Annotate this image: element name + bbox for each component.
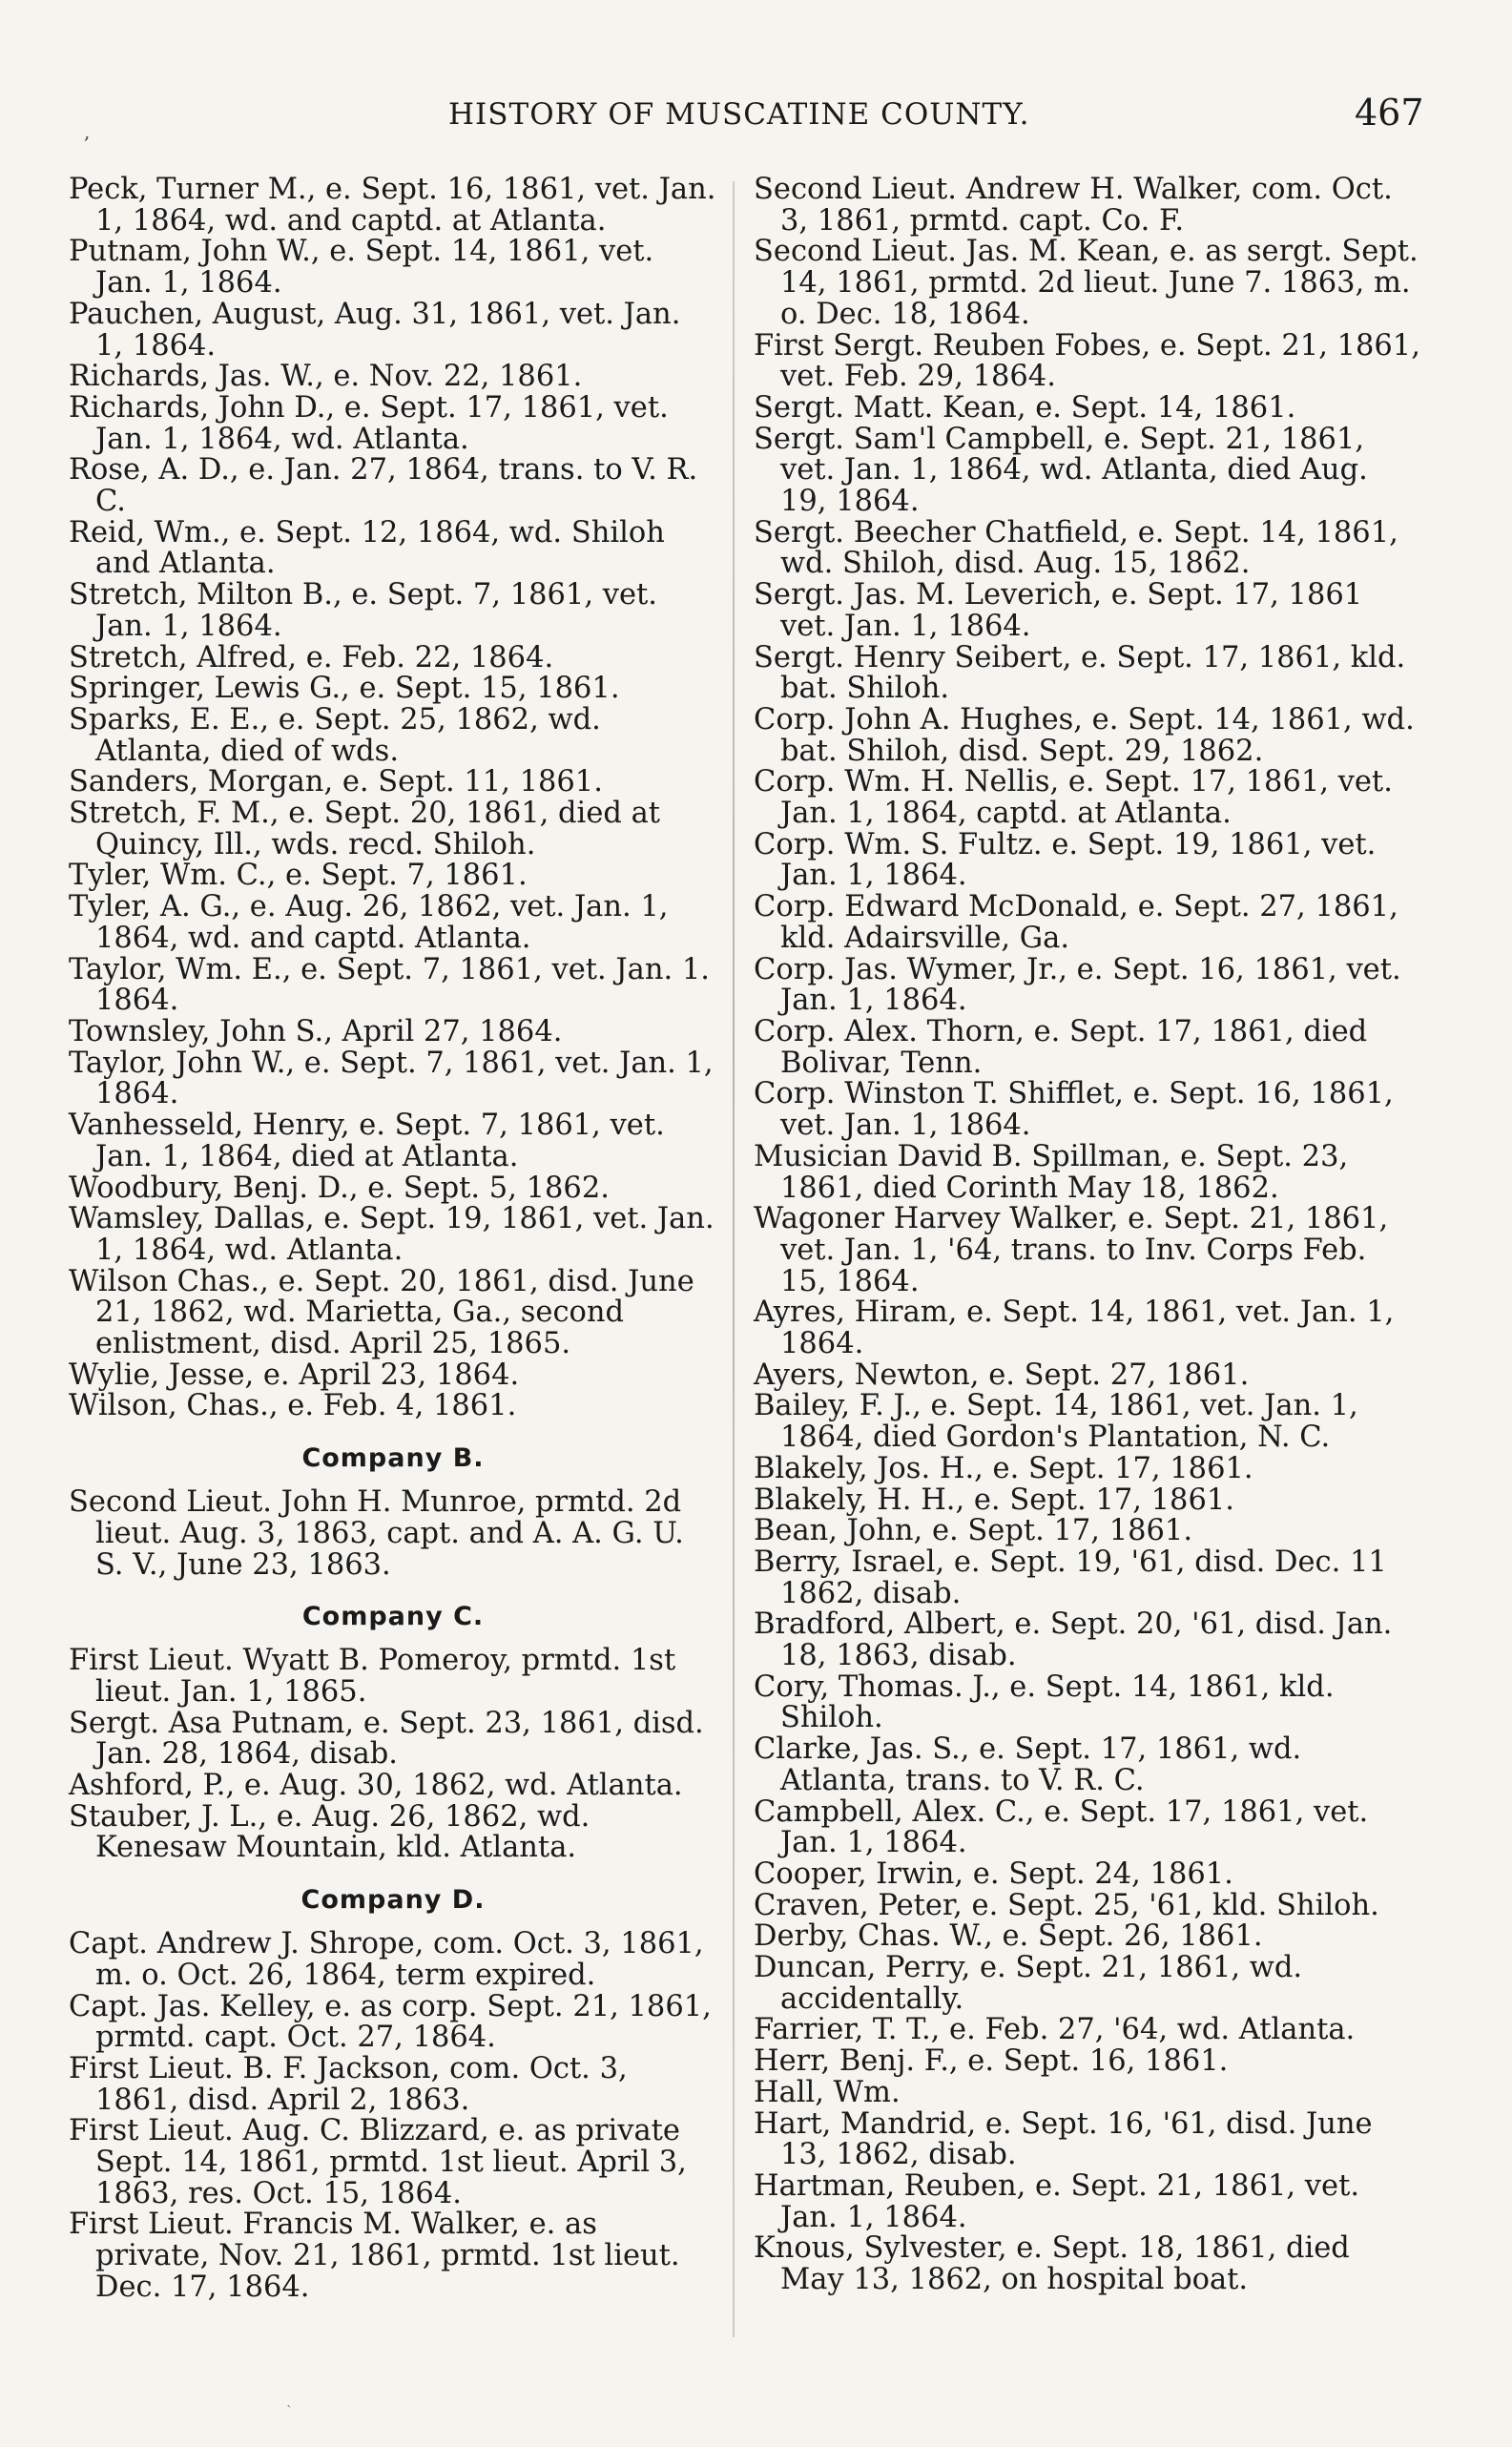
roster-entry: Blakely, Jos. H., e. Sept. 17, 1861. — [754, 1451, 1253, 1485]
company-d-heading: Company D. — [300, 1885, 486, 1916]
left-entries — [69, 175, 717, 1422]
roster-entry: Woodbury, Benj. D., e. Sept. 5, 1862. — [69, 1171, 610, 1205]
roster-entry: Second Lieut. Andrew H. Walker, com. Oct. 3, 1861, prmtd. capt. Co. F. — [754, 173, 1393, 238]
left-column — [69, 175, 717, 2304]
roster-entry: Rose, A. D., e. Jan. 27, 1864, trans. to V. R. C. — [69, 453, 698, 519]
roster-entry: First Lieut. Aug. C. Blizzard, e. as private Sept. 14, 1861, prmtd. 1st lieut. April 3, 1863, res. Oct. 15, 1864. — [69, 2114, 687, 2210]
roster-entry: Bradford, Albert, e. Sept. 20, '61, disd. Jan. 18, 1863, disab. — [754, 1607, 1393, 1673]
roster-entry: Wagoner Harvey Walker, e. Sept. 21, 1861, vet. Jan. 1, '64, trans. to Inv. Corps Feb. 15, 1864. — [754, 1202, 1389, 1298]
roster-entry: Campbell, Alex. C., e. Sept. 17, 1861, vet. Jan. 1, 1864. — [754, 1794, 1369, 1860]
roster-entry: Corp. Jas. Wymer, Jr., e. Sept. 16, 1861, vet. Jan. 1, 1864. — [754, 952, 1401, 1018]
roster-entry: Blakely, H. H., e. Sept. 17, 1861. — [754, 1483, 1234, 1517]
roster-entry: Musician David B. Spillman, e. Sept. 23, 1861, died Corinth May 18, 1862. — [754, 1139, 1349, 1205]
roster-entry: Berry, Israel, e. Sept. 19, '61, disd. Dec. 11 1862, disab. — [754, 1545, 1387, 1610]
roster-entry: Hartman, Reuben, e. Sept. 21, 1861, vet. Jan. 1, 1864. — [754, 2169, 1360, 2234]
roster-entry: Reid, Wm., e. Sept. 12, 1864, wd. Shiloh and Atlanta. — [69, 515, 665, 581]
roster-entry: Richards, John D., e. Sept. 17, 1861, vet. Jan. 1, 1864, wd. Atlanta. — [69, 390, 669, 456]
roster-entry: Bailey, F. J., e. Sept. 14, 1861, vet. Jan. 1, 1864, died Gordon's Plantation, N. C. — [754, 1389, 1358, 1455]
roster-entry: Taylor, John W., e. Sept. 7, 1861, vet. Jan. 1, 1864. — [69, 1046, 714, 1111]
roster-entry: Stauber, J. L., e. Aug. 26, 1862, wd. Kenesaw Mountain, kld. Atlanta. — [69, 1799, 590, 1865]
running-title: HISTORY OF MUSCATINE COUNTY. — [448, 97, 1030, 132]
page-number: 467 — [1355, 92, 1424, 134]
roster-entry: Richards, Jas. W., e. Nov. 22, 1861. — [69, 360, 583, 394]
roster-entry: First Lieut. Wyatt B. Pomeroy, prmtd. 1st lieut. Jan. 1, 1865. — [69, 1644, 676, 1709]
roster-entry: Vanhesseld, Henry, e. Sept. 7, 1861, vet. Jan. 1, 1864, died at Atlanta. — [69, 1109, 665, 1173]
roster-entry: Sanders, Morgan, e. Sept. 11, 1861. — [69, 765, 603, 799]
company-b-entries — [69, 1487, 717, 1581]
roster-entry: Corp. Alex. Thorn, e. Sept. 17, 1861, died Bolivar, Tenn. — [754, 1014, 1368, 1080]
right-column — [754, 175, 1421, 2296]
roster-entry: Sergt. Jas. M. Leverich, e. Sept. 17, 1861 vet. Jan. 1, 1864. — [754, 578, 1363, 643]
roster-entry: Craven, Peter, e. Sept. 25, '61, kld. Shiloh. — [754, 1888, 1379, 1922]
roster-entry: Stretch, Alfred, e. Feb. 22, 1864. — [69, 640, 554, 674]
roster-entry: Ayers, Newton, e. Sept. 27, 1861. — [754, 1358, 1250, 1392]
bottom-mark: ` — [286, 2404, 293, 2419]
roster-entry: Corp. Winston T. Shifflet, e. Sept. 16, 1861, vet. Jan. 1, 1864. — [754, 1077, 1394, 1143]
roster-entry: Stretch, F. M., e. Sept. 20, 1861, died at Quincy, Ill., wds. recd. Shiloh. — [69, 797, 661, 861]
roster-entry: Putnam, John W., e. Sept. 14, 1861, vet. Jan. 1, 1864. — [69, 235, 654, 301]
page-header — [0, 92, 1512, 143]
roster-entry: Wylie, Jesse, e. April 23, 1864. — [69, 1358, 520, 1392]
roster-entry: First Sergt. Reuben Fobes, e. Sept. 21, 1861, vet. Feb. 29, 1864. — [754, 328, 1420, 394]
company-c-heading: Company C. — [301, 1602, 485, 1632]
roster-entry: Hall, Wm. — [754, 2075, 901, 2109]
roster-entry: Stretch, Milton B., e. Sept. 7, 1861, vet. Jan. 1, 1864. — [69, 578, 657, 643]
roster-entry: Second Lieut. Jas. M. Kean, e. as sergt. Sept. 14, 1861, prmtd. 2d lieut. June 7. 1863, m. o. Dec. 18, 1864. — [754, 235, 1419, 331]
roster-entry: Hart, Mandrid, e. Sept. 16, '61, disd. June 13, 1862, disab. — [754, 2106, 1373, 2172]
roster-entry: Ayres, Hiram, e. Sept. 14, 1861, vet. Jan. 1, 1864. — [754, 1296, 1395, 1361]
roster-entry: Clarke, Jas. S., e. Sept. 17, 1861, wd. Atlanta, trans. to V. R. C. — [754, 1732, 1302, 1797]
roster-entry: Cory, Thomas. J., e. Sept. 14, 1861, kld. Shiloh. — [754, 1669, 1335, 1735]
roster-entry: Taylor, Wm. E., e. Sept. 7, 1861, vet. Jan. 1. 1864. — [69, 952, 710, 1018]
roster-entry: Tyler, A. G., e. Aug. 26, 1862, vet. Jan. 1, 1864, wd. and captd. Atlanta. — [69, 890, 669, 955]
roster-entry: Second Lieut. John H. Munroe, prmtd. 2d lieut. Aug. 3, 1863, capt. and A. A. G. U. S. V., June 23, 1863. — [69, 1485, 684, 1582]
roster-entry: Wamsley, Dallas, e. Sept. 19, 1861, vet. Jan. 1, 1864, wd. Atlanta. — [69, 1202, 715, 1267]
roster-entry: Sparks, E. E., e. Sept. 25, 1862, wd. Atlanta, died of wds. — [69, 702, 601, 768]
roster-entry: Townsley, John S., April 27, 1864. — [69, 1014, 563, 1048]
roster-entry: Pauchen, August, Aug. 31, 1861, vet. Jan. 1, 1864. — [69, 297, 681, 363]
roster-entry: Tyler, Wm. C., e. Sept. 7, 1861. — [69, 859, 528, 893]
roster-entry: Sergt. Henry Seibert, e. Sept. 17, 1861, kld. bat. Shiloh. — [754, 640, 1406, 706]
roster-entry: Ashford, P., e. Aug. 30, 1862, wd. Atlanta. — [69, 1769, 683, 1803]
company-c-entries — [69, 1646, 717, 1864]
roster-entry: Wilson, Chas., e. Feb. 4, 1861. — [69, 1389, 517, 1423]
roster-entry: Corp. Wm. S. Fultz. e. Sept. 19, 1861, vet. Jan. 1, 1864. — [754, 827, 1377, 893]
roster-entry: Bean, John, e. Sept. 17, 1861. — [754, 1514, 1193, 1548]
company-b-heading: Company B. — [301, 1443, 485, 1474]
roster-entry: Farrier, T. T., e. Feb. 27, '64, wd. Atlanta. — [754, 2013, 1356, 2047]
roster-entry: Sergt. Matt. Kean, e. Sept. 14, 1861. — [754, 390, 1296, 425]
margin-mark: , — [84, 120, 91, 143]
column-divider — [733, 181, 735, 2337]
roster-entry: Herr, Benj. F., e. Sept. 16, 1861. — [754, 2044, 1229, 2079]
roster-entry: First Lieut. Francis M. Walker, e. as private, Nov. 21, 1861, prmtd. 1st lieut. Dec. 17, 1864. — [69, 2208, 680, 2304]
roster-entry: Duncan, Perry, e. Sept. 21, 1861, wd. accidentally. — [754, 1951, 1303, 2016]
roster-entry: Derby, Chas. W., e. Sept. 26, 1861. — [754, 1919, 1263, 1954]
roster-entry: Knous, Sylvester, e. Sept. 18, 1861, died May 13, 1862, on hospital boat. — [754, 2231, 1350, 2297]
roster-entry: Wilson Chas., e. Sept. 20, 1861, disd. June 21, 1862, wd. Marietta, Ga., second enlistment, disd. April 25, 1865. — [69, 1264, 694, 1361]
roster-entry: Corp. Edward McDonald, e. Sept. 27, 1861, kld. Adairsville, Ga. — [754, 890, 1398, 955]
roster-entry: Capt. Andrew J. Shrope, com. Oct. 3, 1861, m. o. Oct. 26, 1864, term expired. — [69, 1927, 704, 1992]
roster-entry: Sergt. Beecher Chatfield, e. Sept. 14, 1861, wd. Shiloh, disd. Aug. 15, 1862. — [754, 515, 1398, 581]
roster-entry: Peck, Turner M., e. Sept. 16, 1861, vet. Jan. 1, 1864, wd. and captd. at Atlanta. — [69, 173, 716, 238]
roster-entry: Corp. John A. Hughes, e. Sept. 14, 1861, wd. bat. Shiloh, disd. Sept. 29, 1862. — [754, 702, 1415, 768]
roster-entry: Sergt. Sam'l Campbell, e. Sept. 21, 1861, vet. Jan. 1, 1864, wd. Atlanta, died Aug. 19, 1864. — [754, 422, 1368, 519]
roster-entry: Sergt. Asa Putnam, e. Sept. 23, 1861, disd. Jan. 28, 1864, disab. — [69, 1706, 704, 1772]
roster-entry: Corp. Wm. H. Nellis, e. Sept. 17, 1861, vet. Jan. 1, 1864, captd. at Atlanta. — [754, 765, 1393, 831]
roster-entry: Springer, Lewis G., e. Sept. 15, 1861. — [69, 672, 620, 706]
right-entries — [754, 175, 1421, 2296]
roster-entry: Cooper, Irwin, e. Sept. 24, 1861. — [754, 1856, 1233, 1891]
roster-entry: Capt. Jas. Kelley, e. as corp. Sept. 21, 1861, prmtd. capt. Oct. 27, 1864. — [69, 1989, 712, 2055]
company-d-entries — [69, 1929, 717, 2303]
roster-entry: First Lieut. B. F. Jackson, com. Oct. 3, 1861, disd. April 2, 1863. — [69, 2051, 628, 2117]
